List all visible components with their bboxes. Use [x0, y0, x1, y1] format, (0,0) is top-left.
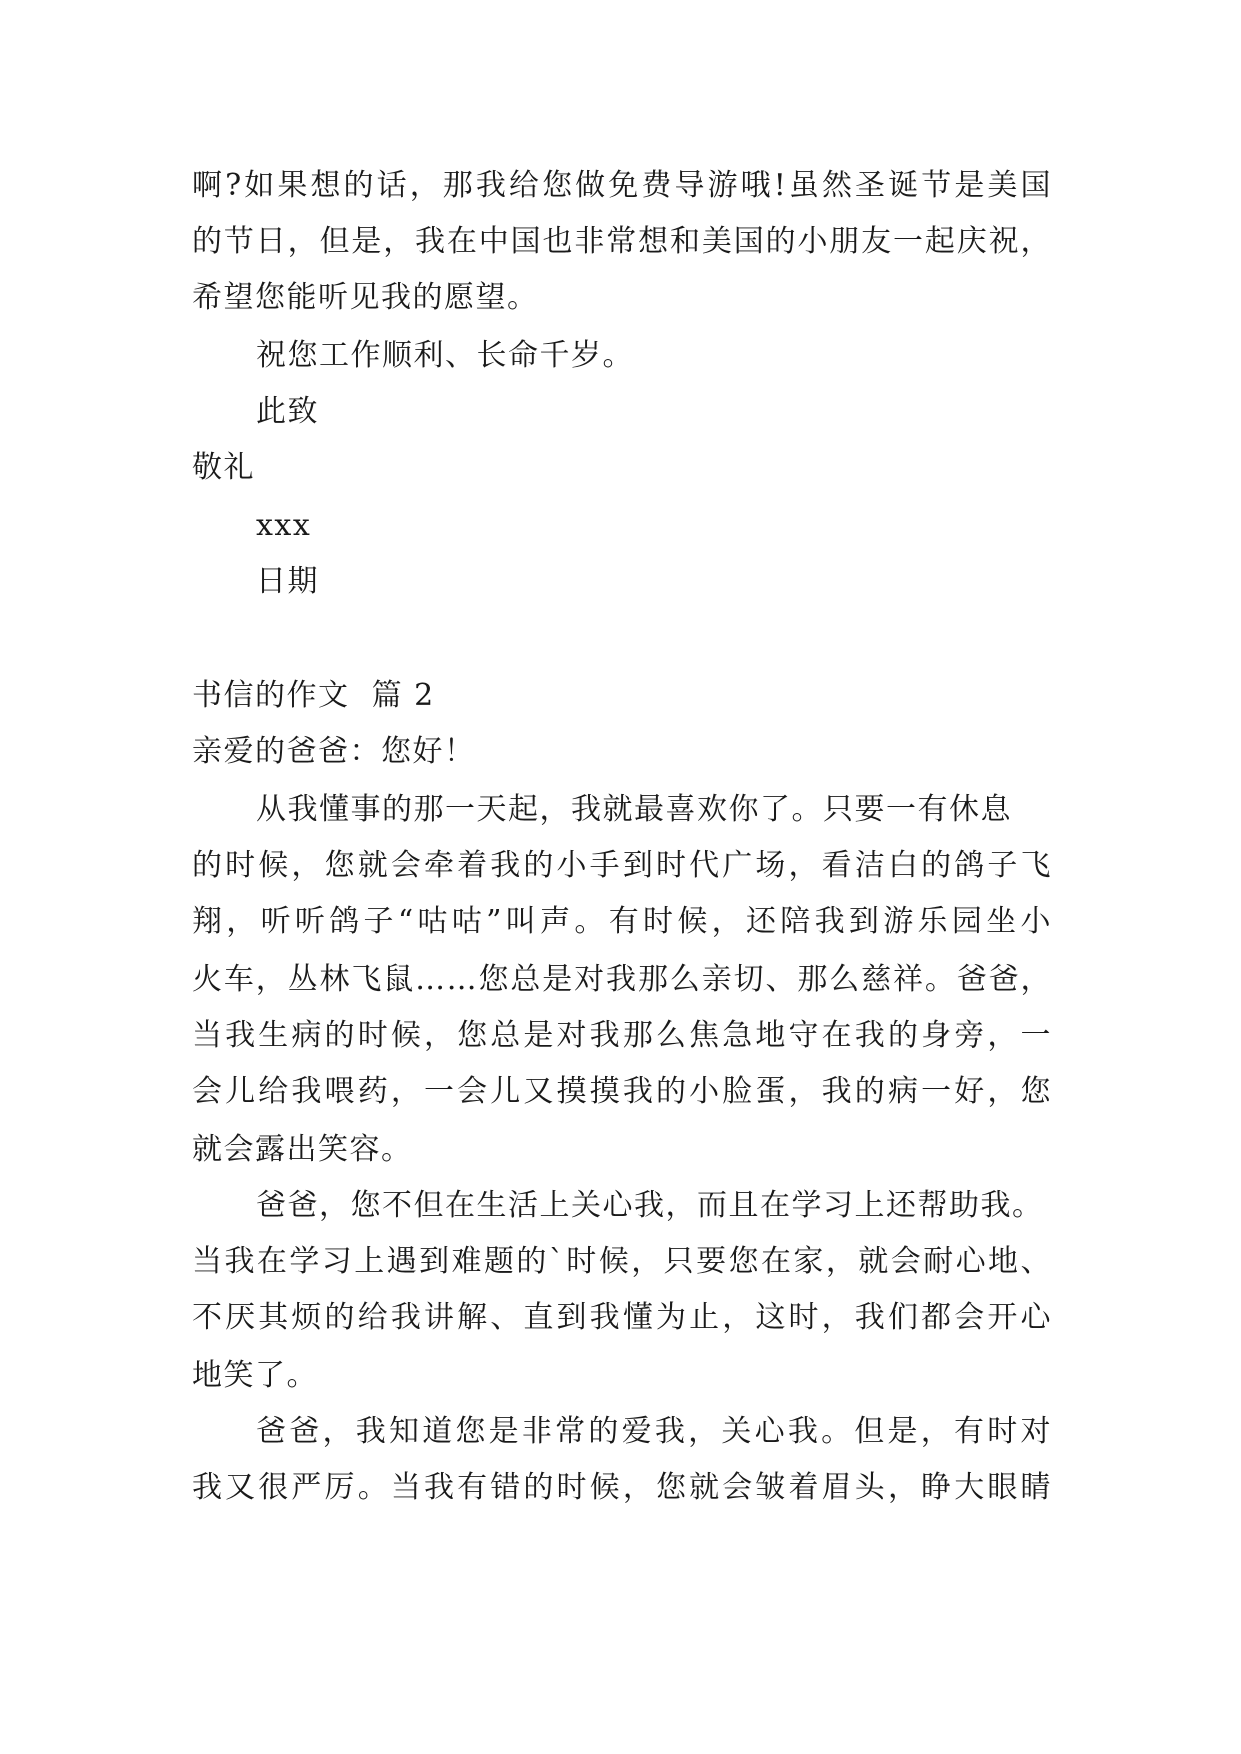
letter2-para1-line-3: 翔，听听鸽子“咕咕”叫声。有时候，还陪我到游乐园坐小: [192, 904, 1052, 939]
letter1-closing-2: 敬礼: [192, 450, 255, 485]
letter1-date: 日期: [256, 564, 319, 599]
letter1-signature: xxx: [256, 508, 312, 543]
letter2-para2-line-4: 地笑了。: [192, 1358, 318, 1393]
letter2-para1-line-7: 就会露出笑容。: [192, 1132, 413, 1167]
letter2-para1-line-6: 会儿给我喂药，一会儿又摸摸我的小脸蛋，我的病一好，您: [192, 1074, 1052, 1109]
letter2-para3-line-2: 我又很严厉。当我有错的时候，您就会皱着眉头，睁大眼睛: [192, 1470, 1052, 1505]
letter2-para2-line-2: 当我在学习上遇到难题的`时候，只要您在家，就会耐心地、: [192, 1244, 1052, 1279]
letter1-body-line-1: 啊?如果想的话，那我给您做免费导游哦!虽然圣诞节是美国: [192, 168, 1052, 203]
letter2-salutation: 亲爱的爸爸：您好！: [192, 734, 476, 769]
letter1-body-line-2: 的节日，但是，我在中国也非常想和美国的小朋友一起庆祝，: [192, 224, 1052, 259]
letter2-para2-line-1: 爸爸，您不但在生活上关心我，而且在学习上还帮助我。: [256, 1188, 1044, 1223]
letter2-para2-line-3: 不厌其烦的给我讲解、直到我懂为止，这时，我们都会开心: [192, 1300, 1052, 1335]
letter2-para1-line-2: 的时候，您就会牵着我的小手到时代广场，看洁白的鸽子飞: [192, 848, 1052, 883]
letter2-para1-line-4: 火车，丛林飞鼠……您总是对我那么亲切、那么慈祥。爸爸，: [192, 962, 1052, 997]
letter2-title: 书信的作文 篇 2: [192, 678, 435, 713]
letter2-para3-line-1: 爸爸，我知道您是非常的爱我，关心我。但是，有时对: [256, 1414, 1052, 1449]
letter1-wish: 祝您工作顺利、长命千岁。: [256, 338, 634, 373]
letter1-closing-1: 此致: [256, 394, 319, 429]
letter1-body-line-3: 希望您能听见我的愿望。: [192, 280, 539, 315]
letter2-para1-line-5: 当我生病的时候，您总是对我那么焦急地守在我的身旁，一: [192, 1018, 1052, 1053]
letter2-para1-line-1: 从我懂事的那一天起，我就最喜欢你了。只要一有休息: [256, 792, 1012, 827]
